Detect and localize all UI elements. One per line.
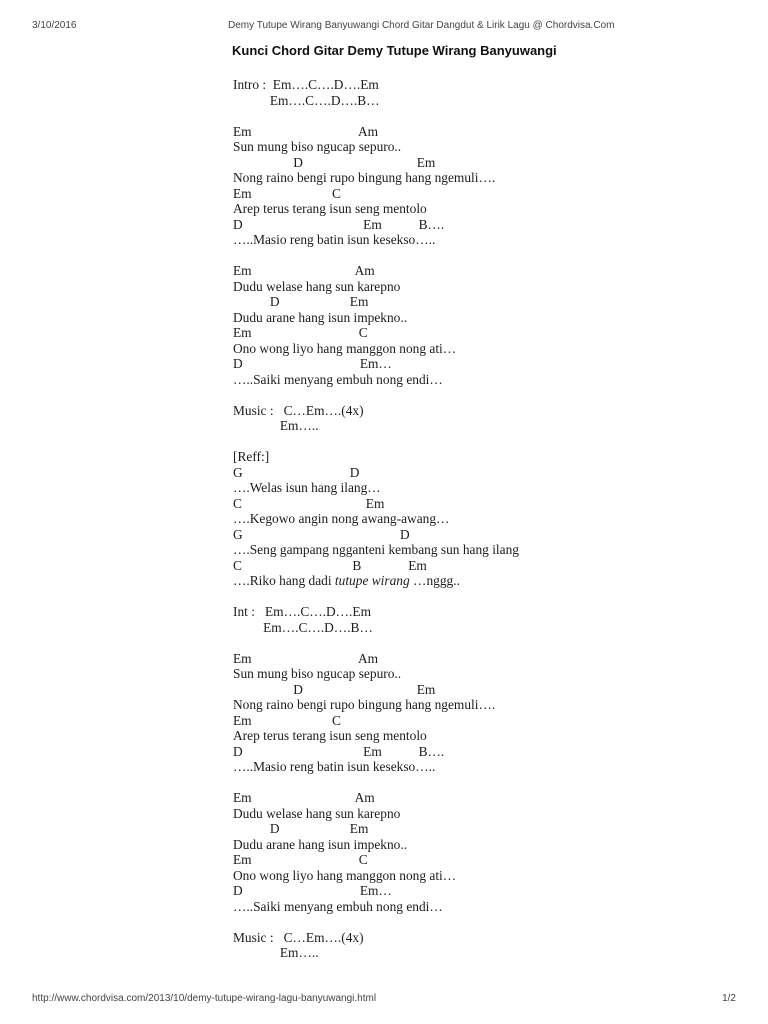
chord-lyric-line bbox=[233, 356, 753, 372]
line-text: Ono wong liyo hang manggon nong ati… bbox=[233, 340, 457, 356]
chord-lyric-line bbox=[233, 294, 753, 310]
chord-lyric-line bbox=[233, 325, 753, 341]
line-text-after: …nggg.. bbox=[409, 573, 460, 588]
chord-lyric-line bbox=[233, 201, 753, 217]
chord-lyric-line bbox=[233, 883, 753, 899]
line-text-italic: tutupe wirang bbox=[334, 573, 410, 588]
chord-lyric-line bbox=[233, 759, 753, 775]
line-text: …..Saiki menyang embuh nong endi… bbox=[233, 898, 443, 914]
chord-lyric-line bbox=[233, 341, 753, 357]
chord-lyric-line bbox=[233, 108, 753, 124]
chord-lyric-line bbox=[233, 93, 753, 109]
chord-lyric-line bbox=[233, 542, 753, 558]
line-text: Nong raino bengi rupo bingung hang ngemuli…. bbox=[233, 697, 496, 712]
line-text: Ono wong liyo hang manggon nong ati… bbox=[233, 867, 457, 883]
chord-lyric-line bbox=[233, 620, 753, 636]
line-text: …..Masio reng batin isun kesekso….. bbox=[233, 759, 436, 774]
line-text: [Reff:] bbox=[233, 449, 270, 464]
print-date: 3/10/2016 bbox=[32, 20, 77, 31]
line-text: C Em bbox=[233, 495, 385, 511]
line-text: D Em… bbox=[233, 883, 392, 898]
chord-lyric-line bbox=[233, 573, 753, 589]
chord-lyric-line bbox=[233, 868, 753, 884]
line-text: …..Saiki menyang embuh nong endi… bbox=[233, 371, 443, 387]
line-text: Dudu welase hang sun karepno bbox=[233, 805, 401, 821]
chord-lyric-line bbox=[233, 124, 753, 140]
line-text: Em C bbox=[233, 325, 368, 340]
chord-lyric-line bbox=[233, 403, 753, 419]
line-text: Em Am bbox=[233, 650, 379, 666]
chord-lyric-line bbox=[233, 372, 753, 388]
chord-lyric-line bbox=[233, 434, 753, 450]
chord-lyric-line bbox=[233, 496, 753, 512]
chord-lyric-line bbox=[233, 170, 753, 186]
chord-lyric-line bbox=[233, 480, 753, 496]
chord-lyric-line bbox=[233, 511, 753, 527]
chord-lyric-line bbox=[233, 806, 753, 822]
chord-lyric-line bbox=[233, 821, 753, 837]
line-text: D Em bbox=[233, 681, 436, 697]
chord-lyric-line bbox=[233, 930, 753, 946]
chord-lyric-line bbox=[233, 635, 753, 651]
chord-lyric-line bbox=[233, 666, 753, 682]
chord-lyric-line bbox=[233, 310, 753, 326]
chord-lyric-line bbox=[233, 837, 753, 853]
chord-lyric-line bbox=[233, 232, 753, 248]
line-text: Arep terus terang isun seng mentolo bbox=[233, 728, 427, 743]
line-text: C B Em bbox=[233, 557, 427, 573]
chord-lyric-line bbox=[233, 899, 753, 915]
chord-lyric-line bbox=[233, 263, 753, 279]
line-text: Em C bbox=[233, 185, 341, 201]
chord-lyric-line bbox=[233, 744, 753, 760]
line-text: Arep terus terang isun seng mentolo bbox=[233, 201, 427, 216]
line-text: …..Masio reng batin isun kesekso….. bbox=[233, 232, 436, 247]
line-text: Int : Em….C….D….Em bbox=[233, 604, 371, 619]
chord-lyric-line bbox=[233, 527, 753, 543]
line-text: ….Seng gampang ngganteni kembang sun hang ilang bbox=[233, 542, 519, 557]
line-text: Dudu welase hang sun karepno bbox=[233, 278, 401, 294]
line-text: ….Riko hang dadi bbox=[233, 573, 335, 588]
line-text: G D bbox=[233, 526, 410, 542]
chord-lyric-line bbox=[233, 77, 753, 93]
line-text: D Em bbox=[233, 154, 436, 170]
chord-lyric-line bbox=[233, 682, 753, 698]
line-text: Em….. bbox=[233, 945, 319, 960]
chord-lyric-line bbox=[233, 186, 753, 202]
chord-lyric-line bbox=[233, 651, 753, 667]
line-text: D Em B…. bbox=[233, 743, 445, 759]
line-text: Dudu arane hang isun impekno.. bbox=[233, 836, 408, 852]
line-text: Em Am bbox=[233, 123, 379, 139]
chord-lyric-line bbox=[233, 248, 753, 264]
chord-lyric-line bbox=[233, 790, 753, 806]
chord-lyric-line bbox=[233, 697, 753, 713]
line-text: Sun mung biso ngucap sepuro.. bbox=[233, 666, 402, 681]
chord-lyric-line bbox=[233, 155, 753, 171]
chord-lyric-line bbox=[233, 139, 753, 155]
line-text: Sun mung biso ngucap sepuro.. bbox=[233, 139, 402, 154]
chord-lyric-line bbox=[233, 558, 753, 574]
line-text: Em C bbox=[233, 852, 368, 867]
line-text: Dudu arane hang isun impekno.. bbox=[233, 309, 408, 325]
chord-lyric-line bbox=[233, 279, 753, 295]
line-text: Em….C….D….B… bbox=[233, 619, 373, 635]
line-text: ….Welas isun hang ilang… bbox=[233, 480, 381, 495]
chord-lyric-line bbox=[233, 589, 753, 605]
line-text: G D bbox=[233, 464, 360, 480]
chord-lyric-line bbox=[233, 914, 753, 930]
chord-lyric-line bbox=[233, 418, 753, 434]
chord-lyric-line bbox=[233, 387, 753, 403]
line-text: Intro : Em….C….D….Em bbox=[233, 77, 379, 92]
page-number: 1/2 bbox=[722, 993, 736, 1004]
chord-lyric-line bbox=[233, 449, 753, 465]
line-text: D Em… bbox=[233, 356, 392, 371]
print-footer-url: http://www.chordvisa.com/2013/10/demy-tutupe-wirang-lagu-banyuwangi.html bbox=[32, 993, 377, 1004]
line-text: D Em B…. bbox=[233, 216, 445, 232]
line-text: Em Am bbox=[233, 263, 375, 278]
chord-lyric-line bbox=[233, 713, 753, 729]
chord-lyric-line bbox=[233, 945, 753, 961]
line-text: Em….. bbox=[233, 418, 319, 433]
chord-lyric-line bbox=[233, 465, 753, 481]
line-text: D Em bbox=[233, 294, 369, 309]
document-title: Kunci Chord Gitar Demy Tutupe Wirang Banyuwangi bbox=[232, 43, 557, 58]
chord-lyrics-body bbox=[233, 77, 753, 961]
line-text: Music : C…Em….(4x) bbox=[233, 402, 364, 418]
chord-lyric-line bbox=[233, 217, 753, 233]
chord-lyric-line bbox=[233, 604, 753, 620]
print-header-title: Demy Tutupe Wirang Banyuwangi Chord Gitar Dangdut & Lirik Lagu @ Chordvisa.Com bbox=[228, 20, 615, 31]
line-text: D Em bbox=[233, 821, 369, 836]
line-text: Em….C….D….B… bbox=[233, 92, 380, 108]
line-text: Em Am bbox=[233, 790, 375, 805]
line-text: Nong raino bengi rupo bingung hang ngemuli…. bbox=[233, 170, 496, 185]
chord-lyric-line bbox=[233, 775, 753, 791]
chord-lyric-line bbox=[233, 852, 753, 868]
line-text: Em C bbox=[233, 712, 341, 728]
line-text: ….Kegowo angin nong awang-awang… bbox=[233, 511, 450, 526]
chord-lyric-line bbox=[233, 728, 753, 744]
line-text: Music : C…Em….(4x) bbox=[233, 929, 364, 945]
